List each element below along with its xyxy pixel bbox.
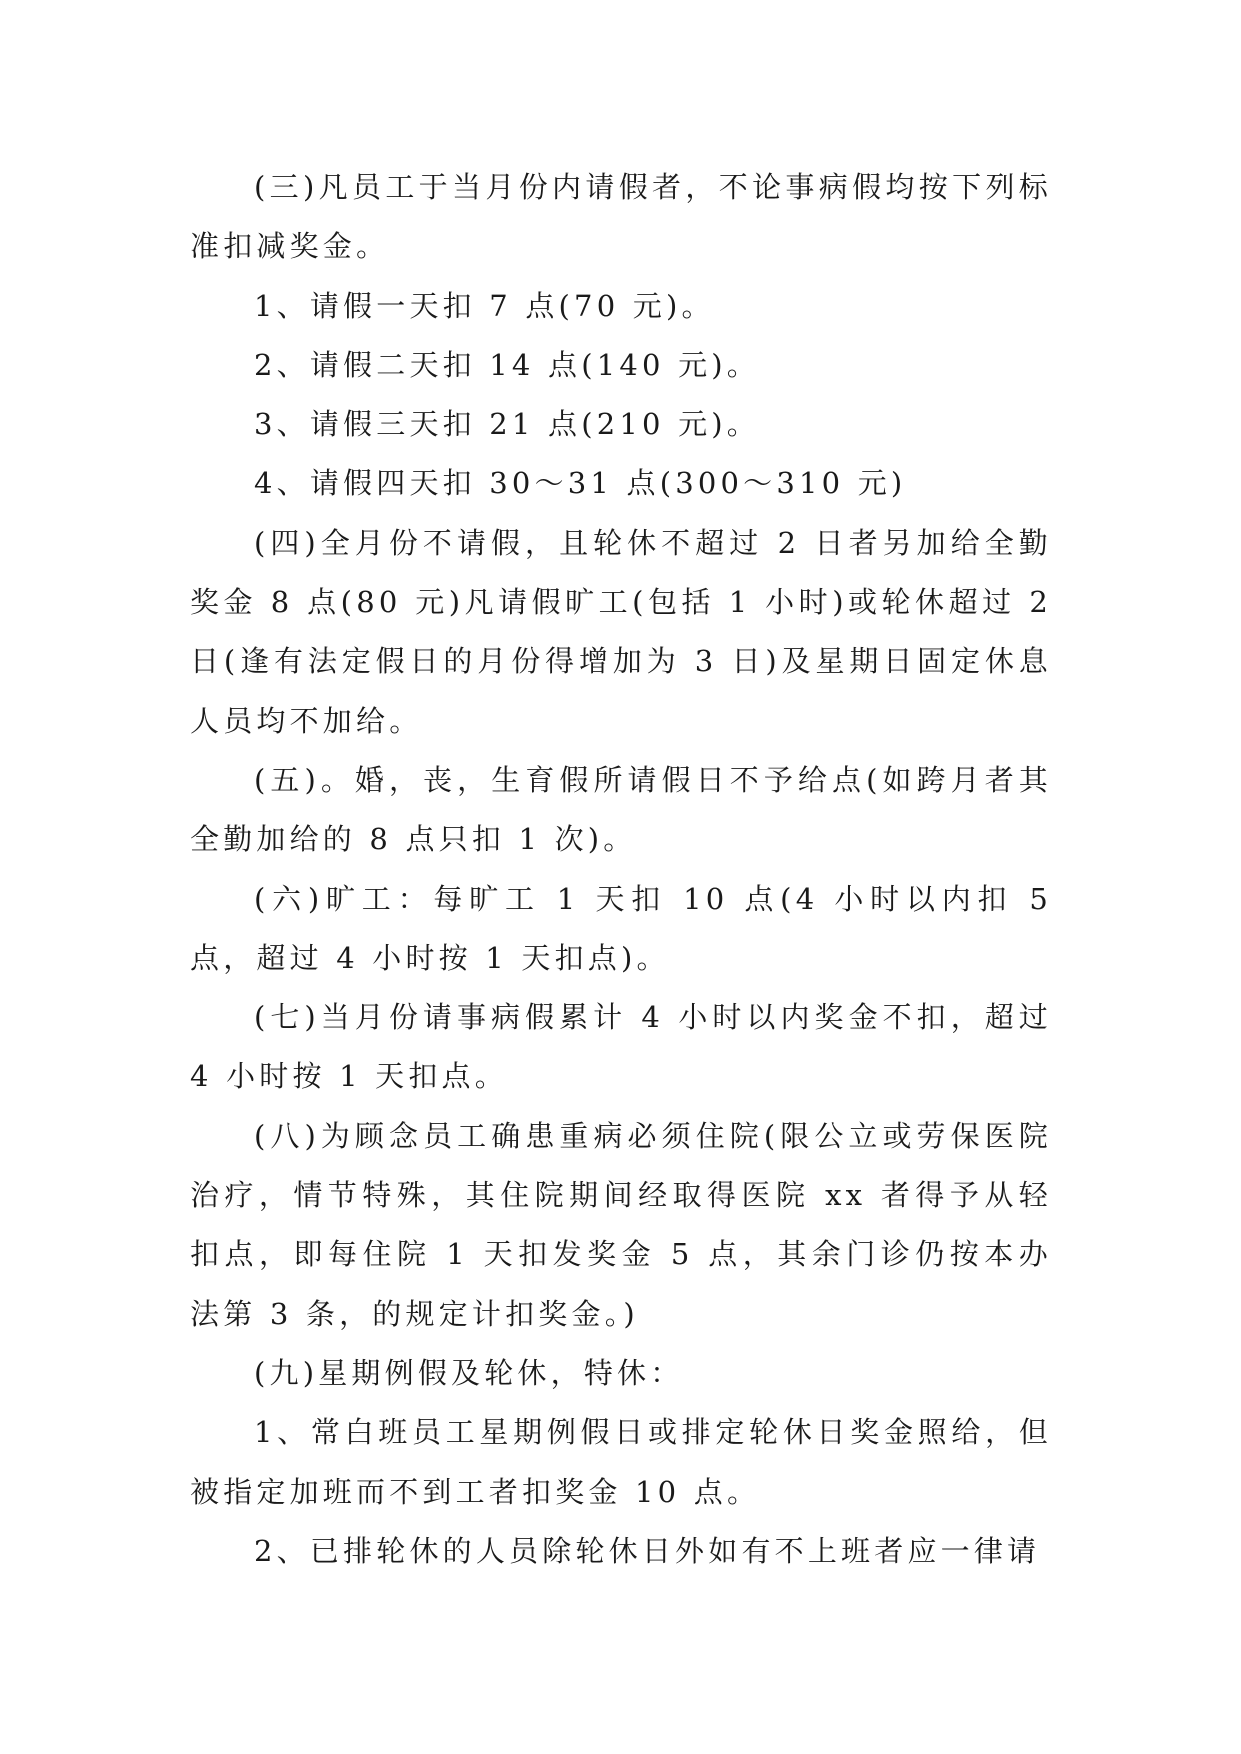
- list-item-two-days: 2、请假二天扣 14 点(140 元)。: [254, 347, 760, 382]
- paragraph-6-absenteeism: (六)旷工：每旷工 1 天扣 10 点(4 小时以内扣 5 点，超过 4 小时按 1 天扣点)。: [190, 881, 1052, 975]
- paragraph-3-leave-deduction: (三)凡员工于当月份内请假者，不论事病假均按下列标准扣减奖金。: [190, 170, 1052, 264]
- paragraph-4-full-attendance: (四)全月份不请假，且轮休不超过 2 日者另加给全勤奖金 8 点(80 元)凡请假旷工(包括 1 小时)或轮休超过 2 日(逢有法定假日的月份得增加为 3 日)及星期日固定休息人员均不加给。: [190, 525, 1052, 738]
- list-item-rotation-staff: 2、已排轮休的人员除轮休日外如有不上班者应一律请: [254, 1533, 1041, 1568]
- list-item-one-day: 1、请假一天扣 7 点(70 元)。: [254, 288, 715, 323]
- list-item-day-shift: 1、常白班员工星期例假日或排定轮休日奖金照给，但被指定加班而不到工者扣奖金 10 点。: [190, 1415, 1052, 1509]
- paragraph-7-short-leave: (七)当月份请事病假累计 4 小时以内奖金不扣，超过 4 小时按 1 天扣点。: [190, 1000, 1052, 1094]
- document-body: [190, 158, 1052, 1581]
- paragraph-9-weekly-leave: (九)星期例假及轮休，特休：: [254, 1355, 684, 1390]
- list-item-four-days: 4、请假四天扣 30～31 点(300～310 元): [254, 466, 907, 501]
- paragraph-8-hospitalization: (八)为顾念员工确患重病必须住院(限公立或劳保医院治疗，情节特殊，其住院期间经取得医院 xx 者得予从轻扣点，即每住院 1 天扣发奖金 5 点，其余门诊仍按本办法第 3 条，的规定计扣奖金。): [190, 1118, 1052, 1331]
- list-item-three-days: 3、请假三天扣 21 点(210 元)。: [254, 407, 760, 442]
- paragraph-5-marriage-funeral-leave: (五)。婚，丧，生育假所请假日不予给点(如跨月者其全勤加给的 8 点只扣 1 次)。: [190, 762, 1052, 857]
